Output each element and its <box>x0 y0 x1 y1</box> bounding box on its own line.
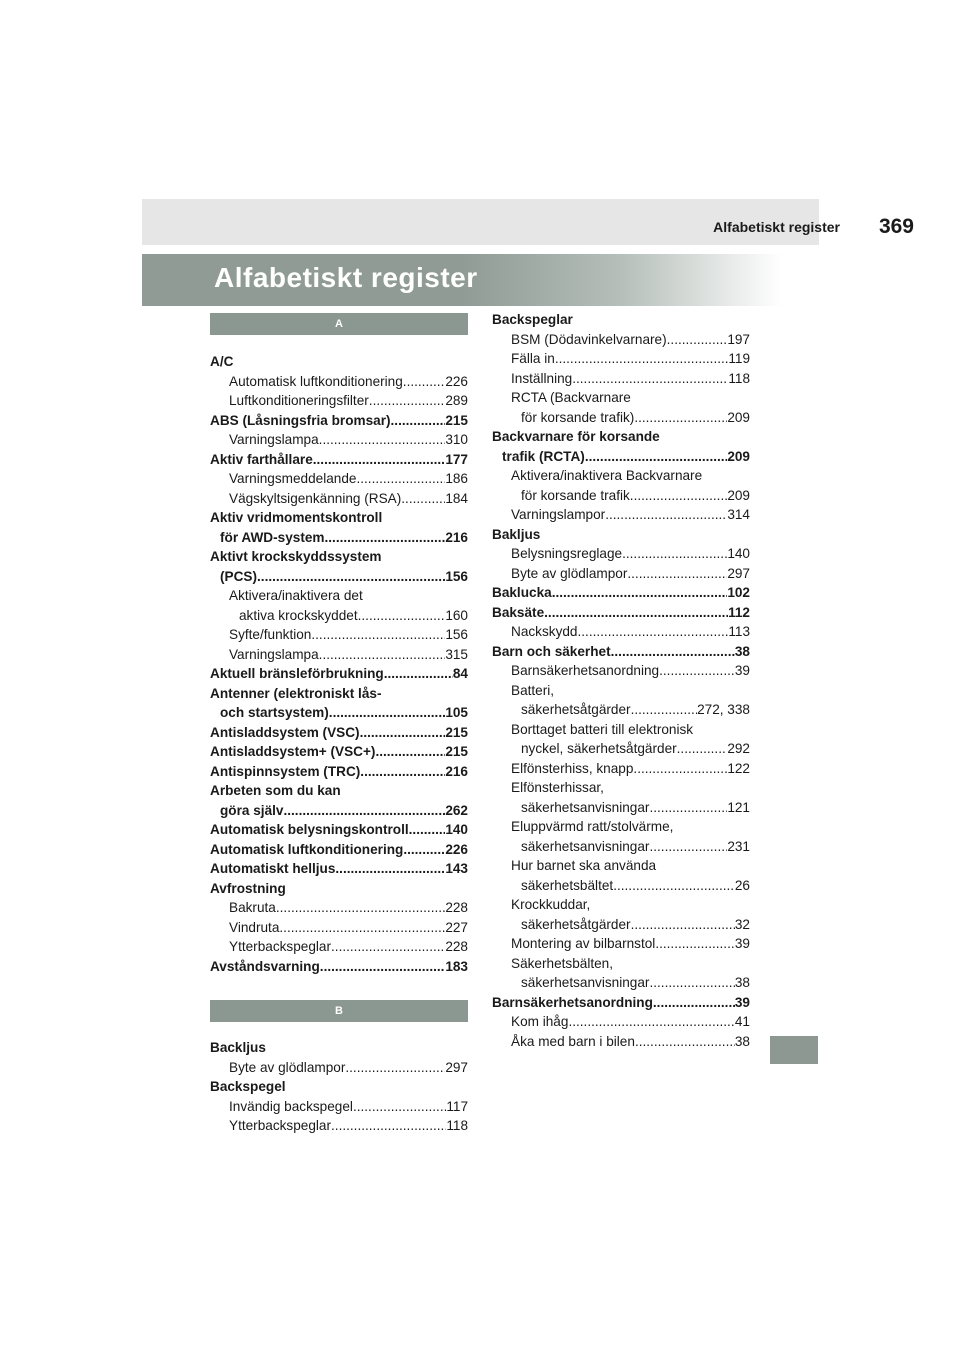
index-entry: Aktuell bränsleförbrukning ..... 84 <box>210 664 468 684</box>
index-subentry: Borttaget batteri till elektronisk <box>511 721 694 737</box>
page-title: Alfabetiskt register <box>214 262 478 293</box>
index-subentry: Byte av glödlampor ..... 297 <box>492 564 750 584</box>
index-subentry: Invändig backspegel ..... 117 <box>210 1097 468 1117</box>
index-subentry-continuation: aktiva krockskyddet ..... 160 <box>210 606 468 626</box>
section-header-b: B <box>210 1000 468 1022</box>
index-entry: Baksäte ..... 112 <box>492 603 750 623</box>
index-subentry-continuation: säkerhetsåtgärder ..... 32 <box>492 915 750 935</box>
index-subentry: Luftkonditioneringsfilter ..... 289 <box>210 391 468 411</box>
index-entry: Antisladdsystem (VSC) ..... 215 <box>210 723 468 743</box>
index-subentry: Varningslampa ..... 310 <box>210 430 468 450</box>
index-subentry: Vägskyltsigenkänning (RSA) ..... 184 <box>210 489 468 509</box>
index-subentry: Elfönsterhiss, knapp ..... 122 <box>492 759 750 779</box>
index-subentry: Kom ihåg ..... 41 <box>492 1012 750 1032</box>
index-entry: Antenner (elektroniskt lås- <box>210 685 382 701</box>
index-entry: Backspeglar <box>492 312 573 327</box>
index-subentry: Batteri, <box>511 682 555 698</box>
index-entry-continuation: trafik (RCTA) ..... 209 <box>492 447 750 467</box>
index-column-right <box>492 310 750 1051</box>
index-subentry: Ytterbackspeglar ..... 228 <box>210 937 468 957</box>
index-entry: Aktiv vridmomentskontroll <box>210 510 383 525</box>
index-entry: Automatisk belysningskontroll ..... 140 <box>210 820 468 840</box>
index-entry: Barnsäkerhetsanordning ..... 39 <box>492 993 750 1013</box>
index-entry: ABS (Låsningsfria bromsar) ..... 215 <box>210 411 468 431</box>
index-subentry: Varningslampa ..... 315 <box>210 645 468 665</box>
index-subentry-continuation: säkerhetsanvisningar ..... 231 <box>492 837 750 857</box>
index-subentry-continuation: nyckel, säkerhetsåtgärder ..... 292 <box>492 739 750 759</box>
index-entry-continuation: (PCS) ..... 156 <box>210 567 468 587</box>
index-entry-continuation: göra själv ..... 262 <box>210 801 468 821</box>
index-subentry: Elfönsterhissar, <box>511 780 604 795</box>
index-entry-continuation: för AWD-system ..... 216 <box>210 528 468 548</box>
index-subentry: Belysningsreglage ..... 140 <box>492 544 750 564</box>
index-subentry: Hur barnet ska använda <box>511 858 657 873</box>
index-entry: Aktivt krockskyddssystem <box>210 549 382 564</box>
index-entry-continuation: och startsystem) ..... 105 <box>210 703 468 723</box>
index-subentry-continuation: för korsande trafik) ..... 209 <box>492 408 750 428</box>
index-entry: Antispinnsystem (TRC) ..... 216 <box>210 762 468 782</box>
index-subentry: Byte av glödlampor ..... 297 <box>210 1058 468 1078</box>
index-subentry: Inställning ..... 118 <box>492 369 750 389</box>
side-index-tab <box>770 1036 818 1064</box>
index-subentry: Varningslampor ..... 314 <box>492 505 750 525</box>
index-entry: Automatisk luftkonditionering ..... 226 <box>210 840 468 860</box>
running-header-title: Alfabetiskt register <box>713 219 840 235</box>
index-subentry-continuation: säkerhetsåtgärder ..... 272, 338 <box>492 700 750 720</box>
index-subentry-continuation: säkerhetsanvisningar ..... 121 <box>492 798 750 818</box>
index-subentry-continuation: säkerhetsbältet ..... 26 <box>492 876 750 896</box>
index-subentry: Krockkuddar, <box>511 897 591 912</box>
index-subentry: Fälla in ..... 119 <box>492 349 750 369</box>
index-entry: Backljus <box>210 1040 266 1055</box>
index-entry: Avfrostning <box>210 880 286 896</box>
index-entry: Antisladdsystem+ (VSC+) ..... 215 <box>210 742 468 762</box>
index-subentry-continuation: för korsande trafik ..... 209 <box>492 486 750 506</box>
index-subentry-continuation: säkerhetsanvisningar ..... 38 <box>492 973 750 993</box>
index-subentry: Åka med barn i bilen ..... 38 <box>492 1032 750 1052</box>
index-entry: Bakljus <box>492 526 541 542</box>
index-subentry: Bakruta ..... 228 <box>210 898 468 918</box>
section-header-a: A <box>210 313 468 335</box>
page-number: 369 <box>878 215 914 238</box>
index-subentry: RCTA (Backvarnare <box>511 390 631 405</box>
index-entry: Baklucka ..... 102 <box>492 583 750 603</box>
index-entry: Aktiv farthållare ..... 177 <box>210 450 468 470</box>
index-subentry: BSM (Dödavinkelvarnare) ..... 197 <box>492 330 750 350</box>
index-subentry: Säkerhetsbälten, <box>511 955 614 971</box>
index-entry: Backvarnare för korsande <box>492 429 660 444</box>
index-subentry: Varningsmeddelande ..... 186 <box>210 469 468 489</box>
index-subentry: Eluppvärmd ratt/stolvärme, <box>511 819 674 834</box>
title-band <box>142 254 782 306</box>
index-subentry: Aktivera/inaktivera Backvarnare <box>511 468 703 483</box>
index-subentry: Ytterbackspeglar ..... 118 <box>210 1116 468 1136</box>
index-entry: A/C <box>210 354 234 369</box>
index-subentry: Nackskydd ..... 113 <box>492 622 750 642</box>
index-column-left <box>210 313 468 1136</box>
index-entry: Automatiskt helljus ..... 143 <box>210 859 468 879</box>
index-subentry: Aktivera/inaktivera det <box>229 588 363 603</box>
index-subentry: Automatisk luftkonditionering ..... 226 <box>210 372 468 392</box>
index-subentry: Vindruta ..... 227 <box>210 918 468 938</box>
index-entry: Arbeten som du kan <box>210 783 341 798</box>
index-subentry: Barnsäkerhetsanordning ..... 39 <box>492 661 750 681</box>
index-entry: Barn och säkerhet ..... 38 <box>492 642 750 662</box>
index-entry: Avståndsvarning ..... 183 <box>210 957 468 977</box>
index-subentry: Montering av bilbarnstol ..... 39 <box>492 934 750 954</box>
index-entry: Backspegel <box>210 1079 286 1094</box>
index-subentry: Syfte/funktion ..... 156 <box>210 625 468 645</box>
